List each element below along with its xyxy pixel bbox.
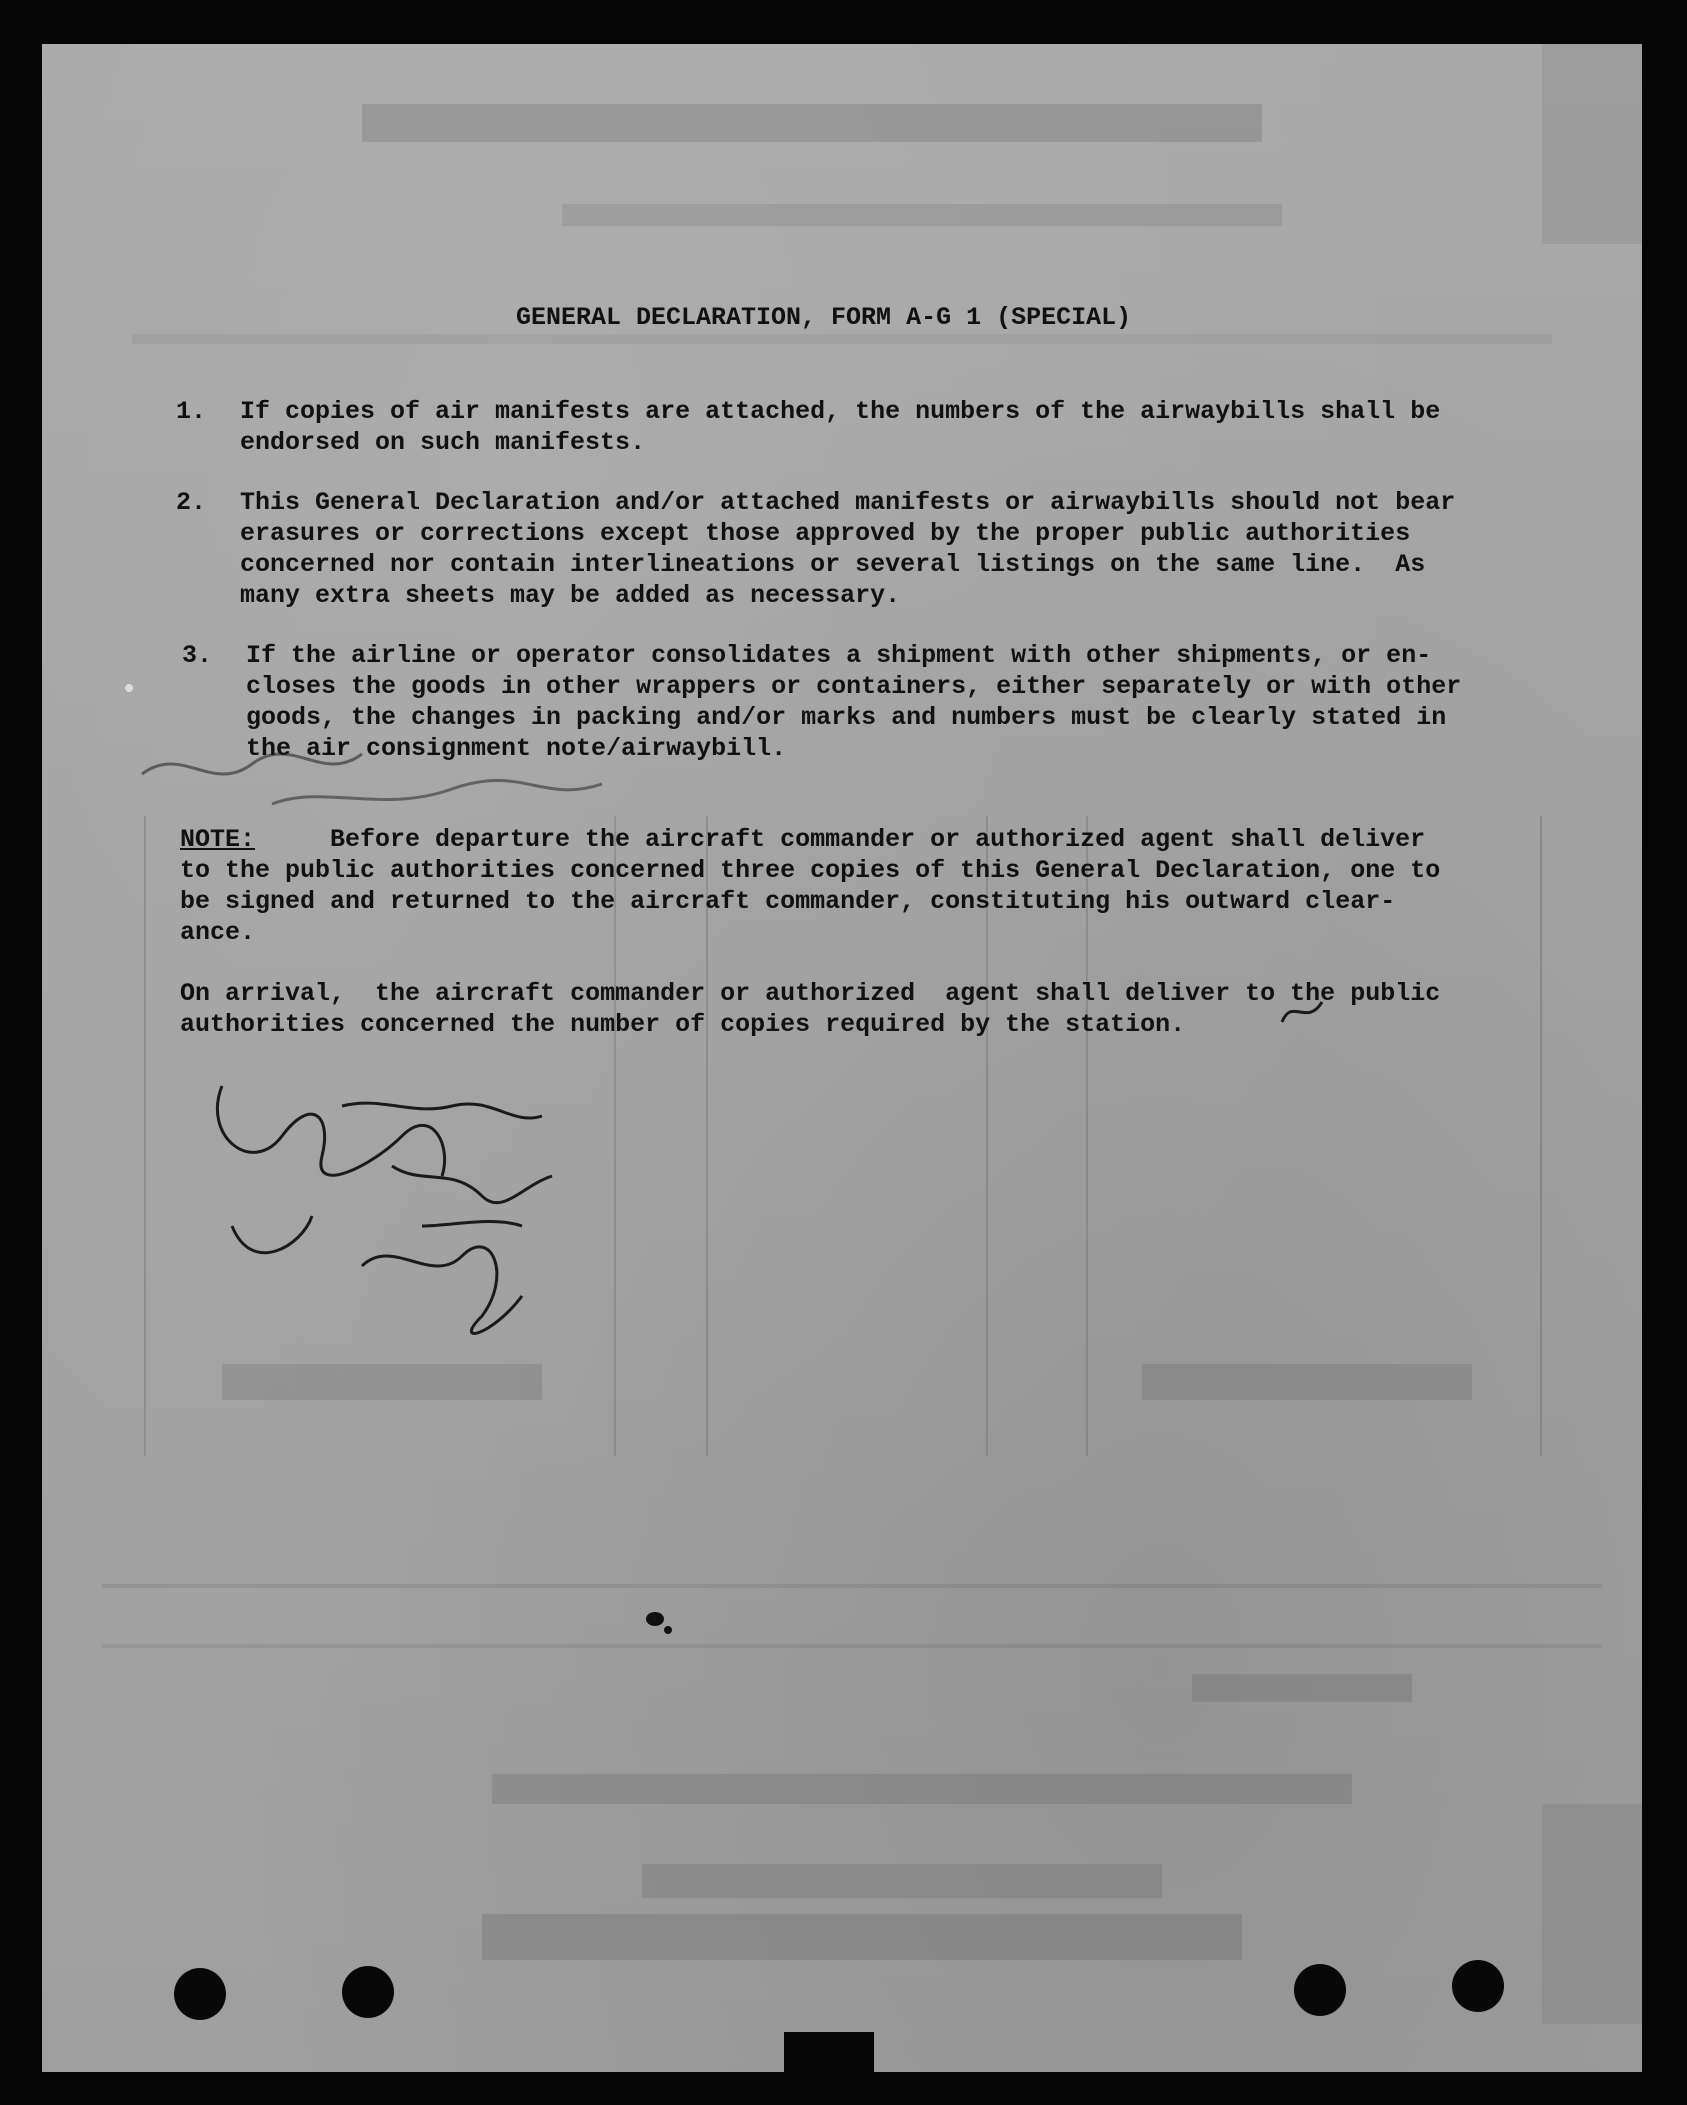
item-line: many extra sheets may be added as necessary. — [240, 581, 901, 610]
document-page — [42, 44, 1642, 2072]
item-line: goods, the changes in packing and/or marks and numbers must be clearly stated in — [246, 703, 1447, 732]
bleed-through-marks — [42, 44, 1642, 2072]
note-line: to the public authorities concerned three copies of this General Declaration, one to — [180, 856, 1441, 885]
punch-hole — [1452, 1960, 1504, 2012]
item-line: If the airline or operator consolidates a shipment with other shipments, or en- — [246, 641, 1432, 670]
item-number: 1. — [176, 397, 207, 426]
form-title: GENERAL DECLARATION, FORM A-G 1 (SPECIAL) — [516, 303, 1132, 332]
ink-spot — [646, 1612, 664, 1626]
ink-spot — [664, 1626, 672, 1634]
note-label: NOTE: — [180, 825, 256, 854]
binding-tab-cutout — [784, 2032, 874, 2072]
item-line: concerned nor contain interlineations or several listings on the same line. As — [240, 550, 1426, 579]
handwritten-scrawl — [122, 734, 682, 824]
item-line: endorsed on such manifests. — [240, 428, 646, 457]
ink-spot — [125, 684, 133, 692]
handwritten-signature — [192, 1076, 612, 1356]
item-line: the air consignment note/airwaybill. — [246, 734, 787, 763]
item-number: 2. — [176, 488, 207, 517]
item-line: If copies of air manifests are attached, the numbers of the airwaybills shall be — [240, 397, 1441, 426]
punch-hole — [174, 1968, 226, 2020]
handwritten-mark — [1272, 992, 1332, 1032]
note-line: ance. — [180, 918, 256, 947]
arrival-line: authorities concerned the number of copies required by the station. — [180, 1010, 1186, 1039]
note-line: Before departure the aircraft commander or authorized agent shall deliver — [330, 825, 1426, 854]
note-line: be signed and returned to the aircraft commander, constituting his outward clear- — [180, 887, 1396, 916]
item-line: closes the goods in other wrappers or containers, either separately or with other — [246, 672, 1462, 701]
item-number: 3. — [182, 641, 213, 670]
arrival-line: On arrival, the aircraft commander or authorized agent shall deliver to the public — [180, 979, 1441, 1008]
item-line: erasures or corrections except those approved by the proper public authorities — [240, 519, 1411, 548]
item-line: This General Declaration and/or attached manifests or airwaybills should not bear — [240, 488, 1456, 517]
punch-hole — [342, 1966, 394, 2018]
punch-hole — [1294, 1964, 1346, 2016]
